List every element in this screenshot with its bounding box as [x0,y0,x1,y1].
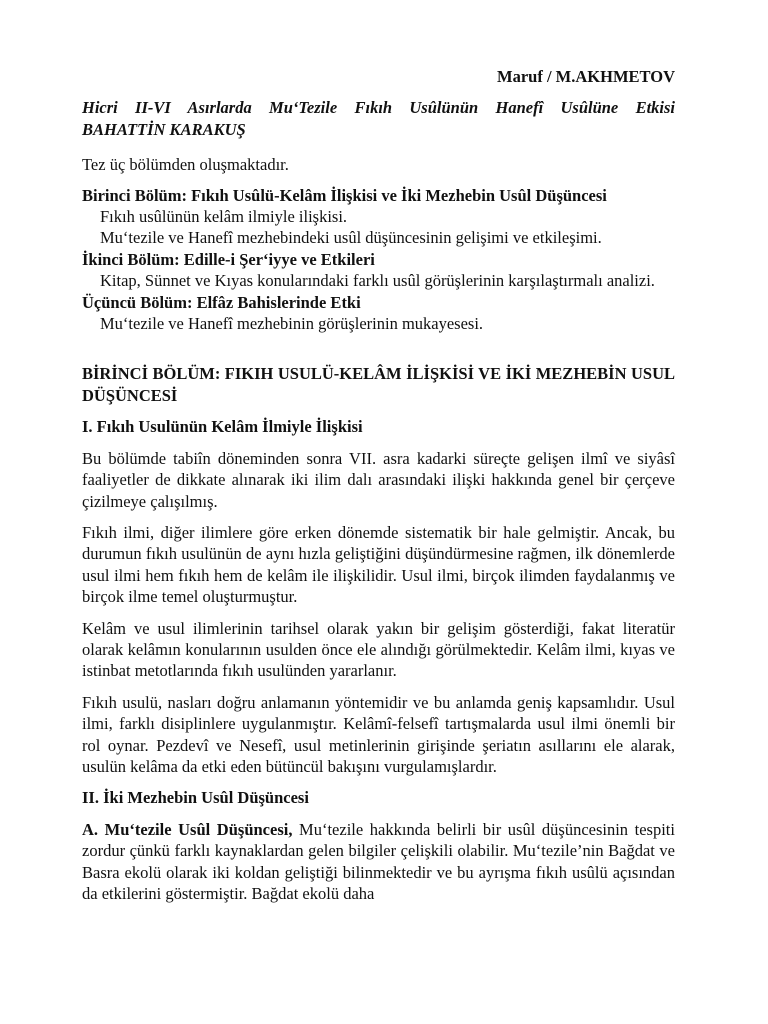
paragraph-3: Kelâm ve usul ilimlerinin tarihsel olarak yakın bir gelişim gösterdiği, fakat literatür olarak kelâmın konularının usulden önce ele alındığı görülmektedir. Kelâm ilmi, kıyas ve istinbat metotlarında fıkıh usulünden yararlanır. [82,618,675,681]
paragraph-5 [82,819,675,905]
paragraph-5-label: A. Mu‘tezile Usûl Düşüncesi, [82,819,293,839]
chapter-1-title: Birinci Bölüm: Fıkıh Usûlü-Kelâm İlişkisi ve İki Mezhebin Usûl Düşüncesi [82,185,607,205]
paragraph-2: Fıkıh ilmi, diğer ilimlere göre erken dönemde sistematik bir hale gelmiştir. Ancak, bu durumun fıkıh usulünün de aynı hızla geliştiğini düşündürmesine rağmen, ilk dönemlerde usul ilmi hem fıkıh hem de kelâm ile ilişkilidir. Usul ilmi, birçok ilimden faydalanmış ve birçok ilme temel oluşturmuştur. [82,522,675,607]
thesis-author-name: BAHATTİN KARAKUŞ [82,119,246,139]
chapter-1-item-1: Fıkıh usûlünün kelâm ilmiyle ilişkisi. [100,207,348,227]
author-line: Maruf / M.AKHMETOV [497,67,675,86]
chapter-3-item-1: Mu‘tezile ve Hanefî mezhebinin görüşlerinin mukayesesi. [100,314,484,334]
chapter-1-item-2: Mu‘tezile ve Hanefî mezhebindeki usûl düşüncesinin gelişimi ve etkileşimi. [100,228,602,248]
subsection-heading-1: I. Fıkıh Usulünün Kelâm İlmiyle İlişkisi [82,417,363,437]
thesis-title-line: Hicri II-VI Asırlarda Mu‘Tezile Fıkıh Usûlünün Hanefî Usûlüne Etkisi [82,98,675,118]
thesis-title [82,97,675,140]
paragraph-4: Fıkıh usulü, nasları doğru anlamanın yöntemidir ve bu anlamda geniş kapsamlıdır. Usul ilmi, farklı disiplinlere uygulanmıştır. Kelâmî-felsefî tartışmalarda usul ilmi önemli bir rol oynar. Pezdevî ve Nesefî, usul metinlerinin girişinde şeriatın asıllarını ele alarak, usulün kelâma da etki eden bütüncül bakışını vurgulamışlardır. [82,692,675,776]
subsection-heading-2: II. İki Mezhebin Usûl Düşüncesi [82,788,309,808]
chapter-2-title: İkinci Bölüm: Edille-i Şer‘iyye ve Etkileri [82,249,375,269]
document-body [82,66,675,904]
intro-text: Tez üç bölümden oluşmaktadır. [82,155,289,175]
chapter-3-title: Üçüncü Bölüm: Elfâz Bahislerinde Etki [82,292,361,312]
chapter-2-item-1: Kitap, Sünnet ve Kıyas konularındaki farklı usûl görüşlerinin karşılaştırmalı analizi. [100,271,655,291]
paragraph-1: Bu bölümde tabiîn döneminden sonra VII. asra kadarki süreçte gelişen ilmî ve siyâsî faaliyetler de dikkate alınarak iki ilim dalı arasındaki ilişki hakkında genel bir çerçeve çizilmeye çalışılmış. [82,448,675,511]
paragraph-5-text: Mu‘tezile hakkında belirli bir usûl düşüncesinin tespiti zordur çünkü farklı kaynaklardan gelen bilgiler çelişkili olabilir. Mu‘tezile’nin Bağdat ve Basra ekolü olarak iki koldan geliştiği bilinmektedir ve bu ayrışma fıkıh usûlü açısından da etkilerini göstermiştir. Bağdat ekolü daha [82,819,675,903]
chapter-outline [82,185,675,335]
section-heading: BİRİNCİ BÖLÜM: FIKIH USULÜ-KELÂM İLİŞKİSİ VE İKİ MEZHEBİN USUL DÜŞÜNCESİ [82,364,675,405]
